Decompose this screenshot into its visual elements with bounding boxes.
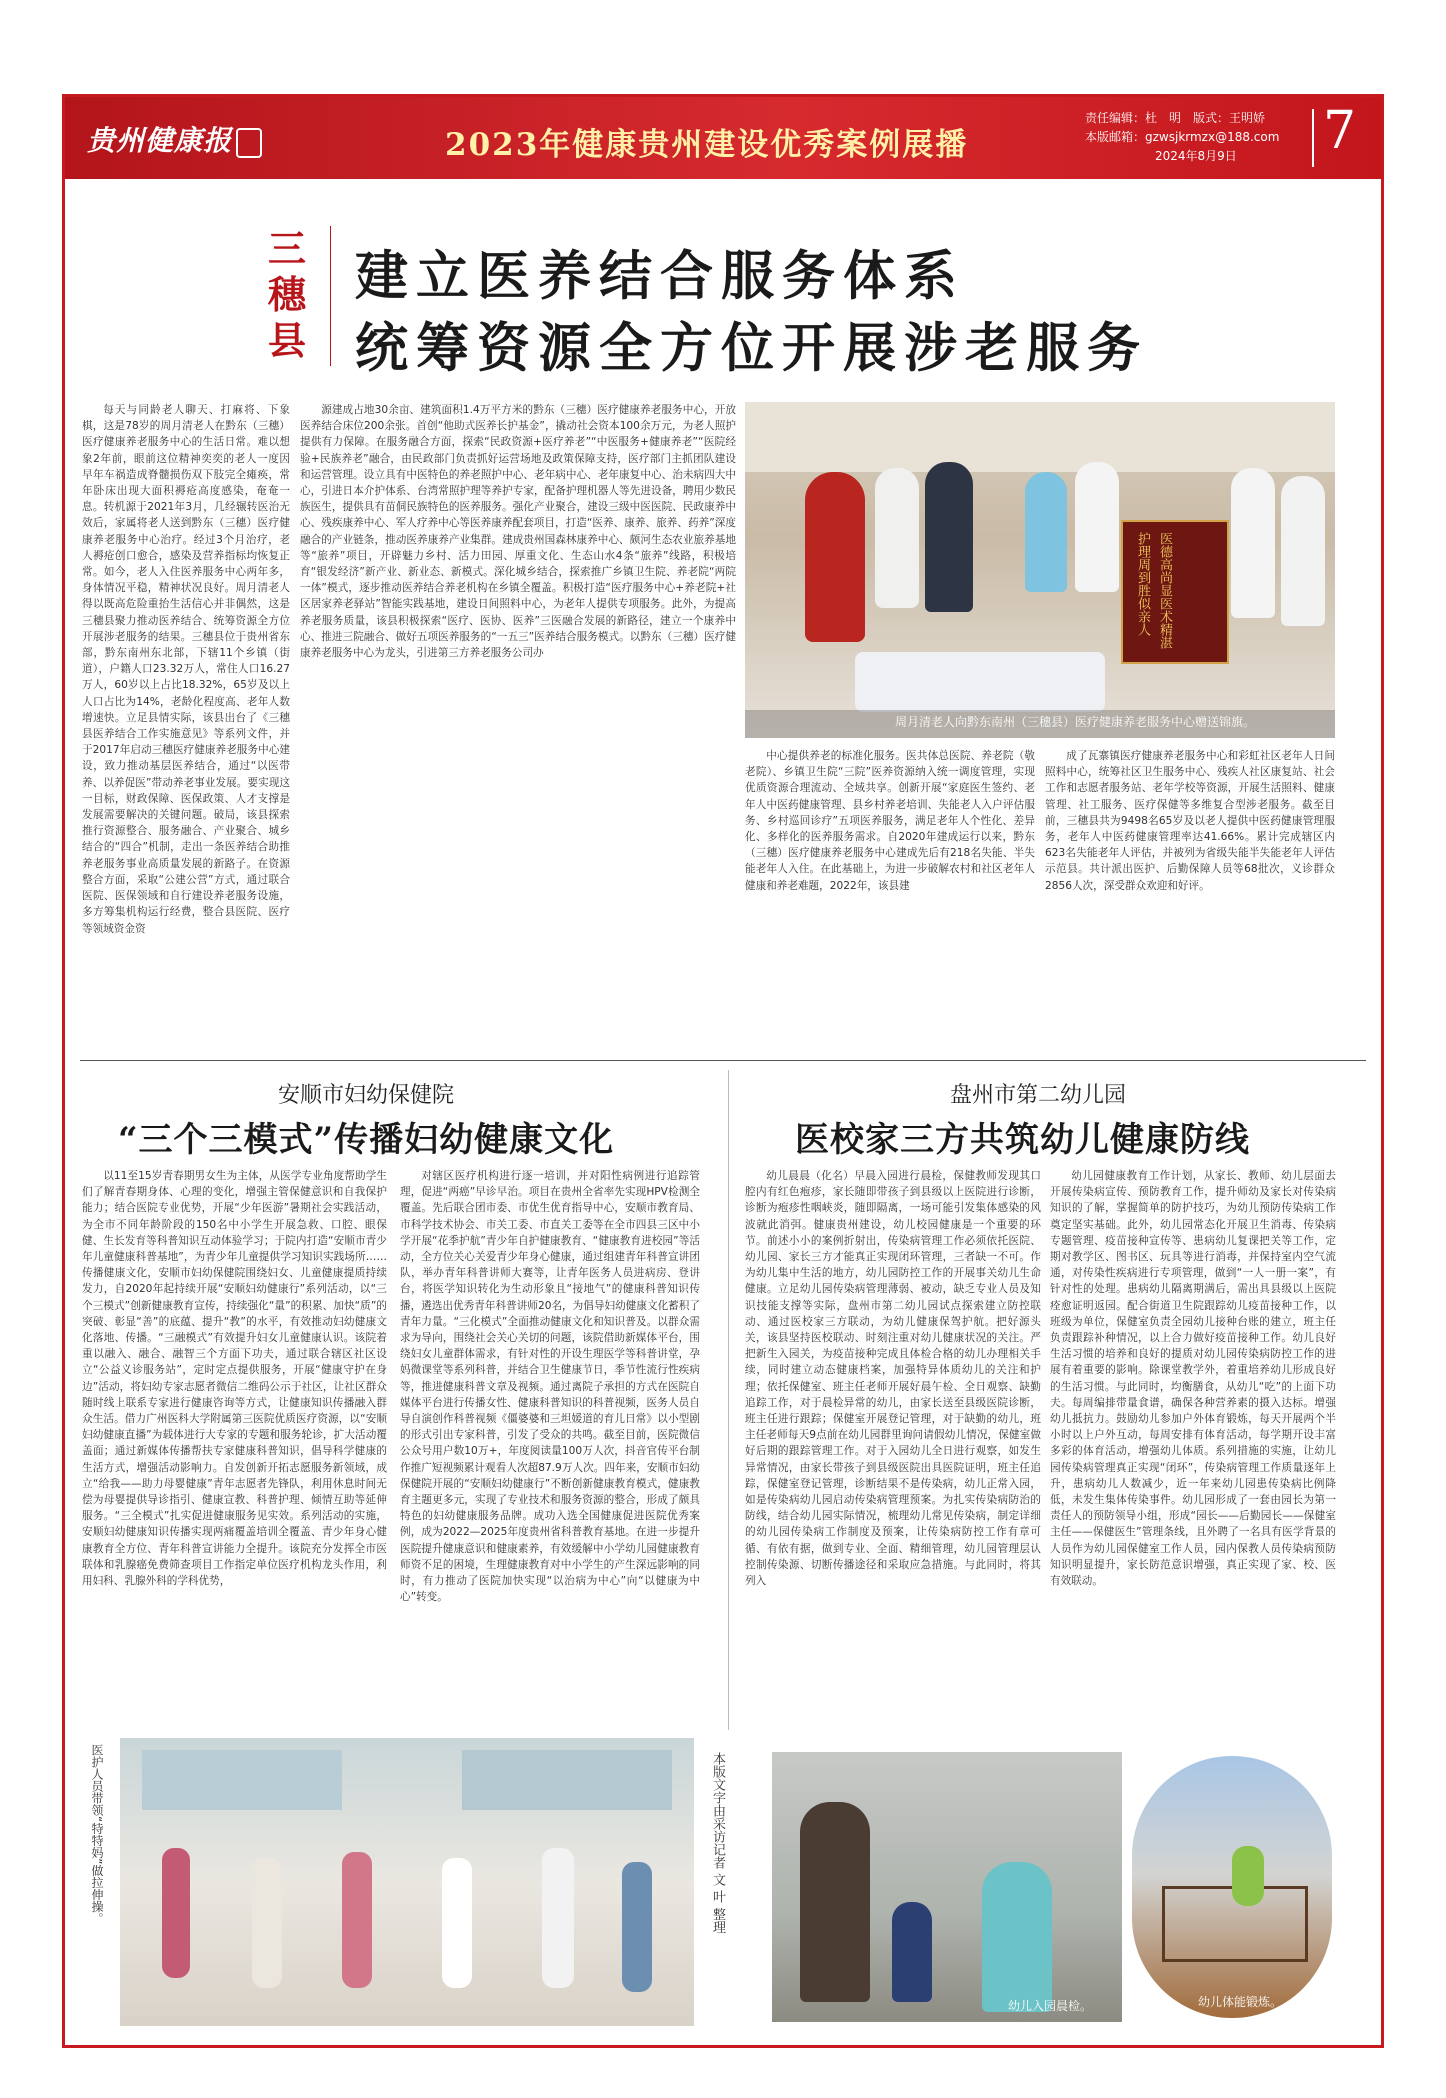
date-line: 2024年8月9日 bbox=[1155, 149, 1237, 163]
person-dark-suit bbox=[925, 462, 973, 612]
person-blue-uniform bbox=[1025, 472, 1067, 592]
right-story-photo-2 bbox=[1132, 1756, 1332, 2018]
top-story-column-3: 中心提供养老的标准化服务。医共体总医院、养老院（敬老院）、乡镇卫生院“三院”医养资源纳入统一调度管理，实现优质资源合理流动、全域共享。创新开展“家庭医生签约、老年人中医药健康管理、县乡村养老培训、失能老人入户评估服务、乡村巡回诊疗”五项医养服务，满足老年人个性化、差异化、多样化的医养服务需求。自2020年建成运行以来，黔东（三穗）医疗健康养老服务中心建成先后有218名失能、半失能老年人入住。在此基础上，为进一步破解农村和社区老年人健康和养老难题，2022年，该县建 bbox=[745, 750, 1035, 892]
left-story-org: 安顺市妇幼保健院 bbox=[278, 1083, 455, 1108]
top-story-column-2-flow bbox=[300, 402, 736, 738]
window-left bbox=[142, 1750, 342, 1810]
right-photo-1-caption: 幼儿入园晨检。 bbox=[1008, 1999, 1093, 2013]
left-story-photo bbox=[82, 1738, 694, 2026]
person-nurse-2 bbox=[1231, 468, 1275, 618]
top-story-column-4: 成了瓦寨镇医疗健康养老服务中心和彩虹社区老年人日间照料中心，统筹社区卫生服务中心、残疾人社区康复站、社会工作和志愿者服务站、老年学校等资源，开展生活照料、健康管理、社工服务、医疗保健等多维复合型涉老服务。截至目前，三穗县共为9498名65岁及以老人提供中医药健康管理服务，老年人中医药健康管理率达41.66%。累计完成辖区内623名失能老年人评估，并被列为省级失能半失能老年人评估示范县。共计派出医护、后勤保障人员等68批次，义诊群众2856人次，深受群众欢迎和好评。 bbox=[1045, 750, 1335, 892]
child-climbing bbox=[1232, 1846, 1264, 1906]
right-story-org: 盘州市第二幼儿园 bbox=[950, 1083, 1127, 1108]
column-divider bbox=[728, 1070, 729, 1730]
child-figure bbox=[892, 1902, 932, 2002]
participant-5 bbox=[542, 1848, 574, 1988]
page-header bbox=[65, 97, 1381, 179]
left-photo-caption: 医护人员带领“特特妈”做拉伸操。 bbox=[90, 1744, 104, 1925]
participant-1 bbox=[162, 1848, 190, 1978]
top-photo-caption: 周月清老人向黔东南州（三穗县）医疗健康养老服务中心赠送锦旗。 bbox=[895, 715, 1256, 729]
section-divider bbox=[80, 1060, 1366, 1061]
left-story-column-1: 以11至15岁青春期男女生为主体，从医学专业角度帮助学生们了解青春期身体、心理的变化，增强主管保健意识和自我保护能力；结合医院专业优势，开展“少年医游”暑期社会实践活动，为全市不同年龄阶段的150名中小学生开展急救、口腔、眼保健、生长发育等科普知识互动体验学习；于院内打造“安顺市青少年儿童健康科普基地”，为青少年儿童提供学习知识实践场所……传播健康文化，安顺市妇幼保健院围绕妇女、儿童健康提质持续发力，自2020年起持续开展“安顺妇幼健康行”系列活动，以“三个三模式”创新健康教育宣传，持续强化“量”的积累、加快“质”的突破、彰显“善”的底蕴、提升“教”的水平，有效推动妇幼健康文化落地、传播。“三融模式”有效提升妇女儿童健康认识。该院着重以融入、融合、融智三个方面下功夫，通过联合辖区社区设立“公益义诊服务站”，定时定点提供服务，开展“健康守护在身边”活动，将妇幼专家志愿者微信二维码公示于社区，让社区群众随时线上联系专家进行健康咨询等方式，让健康知识传播融入群众生活。借力广州医科大学附属第三医院优质医疗资源，以“安顺妇幼健康直播”为载体进行大专家的专题和服务轮诊，扩大活动覆盖面；通过新媒体传播帮扶专家健康科普知识，倡导科学健康的生活方式，增强活动影响力。自发创新开拓志愿服务新领域，成立“给我——助力母婴健康”青年志愿者先锋队，利用休息时间无偿为母婴提供导诊指引、健康宣教、科普护理、倾情互助等延伸服务。“三全模式”扎实促进健康服务见实效。系列活动的实施，安顺妇幼健康知识传播实现两痛覆盖培训全覆盖、青少年身心健康教育全方位、青年科普宣讲能力全提升。该院充分发挥全市医联体和乳腺癌免费筛查项目工作指定单位医疗机构龙头作用，利用妇科、乳腺外科的学科优势， bbox=[82, 1170, 387, 1588]
right-story-photo-2-frame bbox=[1128, 1752, 1336, 2022]
participant-3 bbox=[342, 1852, 372, 1988]
newspaper-logo: 贵州健康报 bbox=[87, 119, 262, 159]
left-story-headline: “三个三模式”传播妇幼健康文化 bbox=[118, 1120, 615, 1160]
credit-line: 本版文字由采访记者 文 叶 整理 bbox=[710, 1752, 725, 1934]
left-story-column-2: 对辖区医疗机构进行逐一培训，并对阳性病例进行追踪管理，促进“两癌”早诊早治。项目在贵州全省率先实现HPV检测全覆盖。先后联合团市委、市优生优育指导中心，安顺市教育局、市科学技术协会、市关工委、市直关工委等在全市四县三区中小学开展“花季护航”青少年自护健康教育、“健康教育进校园”等活动，全方位关心关爱青少年身心健康，通过组建青年科普宣讲团队，举办青年科普讲师大赛等，让青年医务人员进病房、登讲台，将医学知识转化为生动形象且“接地气”的健康科普知识传播，遴选出优秀青年科普讲师20名，为倡导妇幼健康文化蓄积了青年力量。“三化模式”全面推动健康文化和知识普及。以群众需求为导向，围绕社会关心关切的问题，该院借助新媒体平台，围绕妇女儿童群体需求，有针对性的开设生理医学等科普讲堂，孕妈微课堂等系列科普，并结合卫生健康节日，季节性流行性疾病等，推进健康科普文章及视频。通过离院子承担的方式在医院自媒体平台进行传播女性、健康科普知识的科普视频，医务人员自导自演创作科普视频《僵婆婆和三坦媛道的育儿日常》以小型剧的形式引出专家科普，引发了受众的共鸣。截至目前，医院微信公众号用户数10万+，年度阅读量100万人次，抖音官传平台制作推广短视频累计观看人次超87.9万人次。四年来，安顺市妇幼保健院开展的“安顺妇幼健康行”不断创新健康教育模式，健康教育主题更多元，实现了专业技术和服务资源的整合，形成了颇具特色的妇幼健康服务品牌。成功入选全国健康促进医院优秀案例，成为2022—2025年度贵州省科普教育基地。在进一步提升医院提升健康意识和健康素养，有效缓解中小学幼儿园健康教育师资不足的困境，生理健康教育对中小学生的产生深远影响的同时，有力推动了医院加快实现“以治病为中心”向“以健康为中心”转变。 bbox=[400, 1170, 700, 1604]
parent-figure bbox=[800, 1802, 870, 2002]
right-story-column-1: 幼儿晨晨（化名）早晨入园进行晨检，保健教师发现其口腔内有红色疱疹，家长随即带孩子到县级以上医院进行诊断，诊断为疱疹性咽峡炎，随即隔离，一场可能引发集体感染的风波就此消弭。健康贵州建设，幼儿校园健康是一个重要的环节。前述小小的案例折射出，传染病管理工作必须依托医院、幼儿园、家长三方才能真正实现闭环管理，三者缺一不可。作为幼儿集中生活的地方，幼儿园防控工作的开展事关幼儿生命健康。立足幼儿园传染病管理薄弱、被动，缺乏专业人员及知识技能支撑等实际，盘州市第二幼儿园试点探索建立防控联动、通过医校家三方联动，为幼儿健康保驾护航。把好源头关，该县坚持医校联动、时刻注重对幼儿健康状况的关注。严把新生入园关，为疫苗接种完成且体检合格的幼儿办理相关手续，同时建立动态健康档案，加强特异体质幼儿的关注和护理；依托保健室、班主任老师开展好晨午检、全日观察、缺勤追踪工作，对于晨检异常的幼儿，由家长送至县级医院诊断，班主任进行跟踪；保健室开展登记管理，对于缺勤的幼儿，班主任老师每天9点前在幼儿园群里询问请假幼儿情况，保健室做好后期的跟踪管理工作。对于入园幼儿全日进行观察，如发生异常情况，由家长带孩子到县级医院出具医院证明，班主任追踪，保健室登记管理，诊断结果不是传染病，幼儿正常入园，如是传染病幼儿园启动传染病管理预案。为扎实传染病防治的防线，结合幼儿园实际情况，梳理幼儿常见传染病，制定详细的幼儿园传染病工作制度及预案，让传染病防控工作有章可循、有依有据，做到专业、全面、精细管理，幼儿园管理层认控制传染源、切断传播途径和采取应急措施。与此同时，将其列入 bbox=[745, 1170, 1041, 1588]
seal-icon bbox=[236, 128, 262, 158]
participant-2 bbox=[252, 1858, 282, 1988]
top-story-column-1: 每天与同龄老人聊天、打麻将、下象棋，这是78岁的周月清老人在黔东（三穗）医疗健康养老服务中心的生活日常。难以想象2年前，眼前这位精神奕奕的老人一度因早年车祸造成脊髓损伤双下肢完全瘫痪，常年卧床出现大面积褥疮高度感染，奄奄一息。转机源于2021年3月，几经辗转医治无效后，家属将老人送到黔东（三穗）医疗健康养老服务中心治疗。经过3个月治疗，老人褥疮创口愈合，感染及营养指标均恢复正常。如今，老人入住医养服务中心两年多，身体情况平稳，精神状况良好。周月清老人得以既高危险重抬生活信心并非偶然，这是三穗县聚力推动医养结合、统筹资源全方位开展涉老服务的结果。三穗县位于贵州省东部，黔东南州东北部，下辖11个乡镇（街道），户籍人口23.32万人，常住人口16.27万人，60岁以上占比18.32%，65岁及以上人口占比为14%，老龄化程度高、老年人数增速快。立足县情实际，该县出台了《三穗县医养结合工作实施意见》等系列文件，并于2017年启动三穗医疗健康养老服务中心建设，致力推动基层医养结合，通过“以医带养、以养促医”带动养老事业发展。要实现这一目标，财政保障、医保政策、人才支撑是发展需要解决的关键问题。破局，该县探索推行资源整合、服务融合、产业聚合、城乡结合的“四合”机制，走出一条医养结合助推养老服务事业高质量发展的新路子。在资源整合方面，采取“公建公营”方式，通过联合医院、医保领域和自行建设养老服务设施，多方筹集机构运行经费，整合县医院、医疗等领域资金资 bbox=[82, 404, 290, 935]
headline-divider bbox=[330, 226, 331, 366]
editor-info bbox=[1085, 109, 1279, 166]
email-line: 本版邮箱：gzwsjkrmzx@188.com bbox=[1085, 130, 1280, 144]
right-photo-2-caption: 幼儿体能锻炼。 bbox=[1198, 1995, 1283, 2009]
county-label: 三穗县 bbox=[267, 226, 306, 363]
health-worker-figure bbox=[982, 1862, 1052, 2012]
window-right bbox=[462, 1750, 672, 1810]
person-nurse-3 bbox=[1281, 476, 1325, 626]
right-story-column-2: 幼儿园健康教育工作计划，从家长、教师、幼儿层面去开展传染病宣传、预防教育工作，提升师幼及家长对传染病知识的了解，掌握简单的防护技巧，为幼儿预防传染病工作奠定坚实基础。此外，幼儿园常态化开展卫生消毒、传染病专题管理、疫苗接种宣传等、患病幼儿复课把关等工作，定期对教学区、图书区、玩具等进行消毒，并保持室内空气流通，对传染性疾病进行专项管理，做到“一人一册一案”，有针对性的处理。患病幼儿隔离期满后，需出具县级以上医院痊愈证明返园。配合街道卫生院跟踪幼儿疫苗接种工作，以班级为单位，保健室负责全园幼儿接种台账的建立，班主任负责跟踪补种情况，以上合力做好疫苗接种工作。幼儿良好生活习惯的培养和良好的提质对幼儿园传染病防控工作的进展有着重要的影响。除课堂教学外，着重培养幼儿形成良好的生活习惯。与此同时，均衡膳食，从幼儿“吃”的上面下功夫。每周编排带量食谱，确保各种营养素的摄入达标。增强幼儿抵抗力。鼓励幼儿参加户外体育锻炼，每天开展两个半小时以上户外互动，每周安排有体育活动，每学期开设丰富多彩的体育活动，增强幼儿体质。系列措施的实施，让幼儿园传染病管理真正实现“闭环”，传染病管理工作质量逐年上升，患病幼儿人数减少，近一年来幼儿园患传染病比例降低，未发生集体传染事件。幼儿园形成了一套由园长为第一责任人的预防领导小组，形成“园长——后勤园长——保健室主任——保健医生”管理条线，且外聘了一名具有医学背景的人员作为幼儿园保健室工作人员，园内保教人员传染病预防知识明显提升，家长防范意识增强，真正实现了家、校、医有效联动。 bbox=[1050, 1170, 1336, 1588]
right-story-headline: 医校家三方共筑幼儿健康防线 bbox=[795, 1120, 1250, 1160]
commemorative-banner bbox=[1121, 520, 1229, 664]
top-headline-1: 建立医养结合服务体系 bbox=[355, 245, 965, 307]
editor-line: 责任编辑：杜 明 版式：王明娇 bbox=[1085, 111, 1266, 125]
person-white-coat bbox=[875, 468, 919, 608]
participant-6 bbox=[622, 1862, 652, 1992]
person-red-vest bbox=[805, 472, 865, 642]
photo-wall bbox=[745, 402, 1335, 472]
participant-4 bbox=[442, 1858, 472, 1988]
top-headline-2: 统筹资源全方位开展涉老服务 bbox=[355, 317, 1148, 379]
right-story-photo-1 bbox=[772, 1752, 1122, 2022]
hospital-bed bbox=[855, 652, 1105, 712]
page-banner: 2023年健康贵州建设优秀案例展播 bbox=[445, 127, 969, 163]
top-story-column-2-text: 源建成占地30余亩、建筑面积1.4万平方米的黔东（三穗）医疗健康养老服务中心，开放医养结合床位200余张。首创“他助式医养长护基金”，撬动社会资本100余万元，为老人照护提供有力保障。在服务融合方面，探索“民政资源+医疗养老”“中医服务+健康养老”“医院经验+民族养老”融合，由民政部门负责抓好运营场地及政策保障支持，医疗部门主抓团队建设和运营管理。设立具有中医特色的养老照护中心、老年病中心、老年康复中心、治未病四大中心，引进日本介护体系、台湾常照护理等养护专家，配备护理机器人等先进设备，聘用少数民族医生，提供具有苗侗民族特色的医养服务。强化产业聚合，建设三级中医医院、民政康养中心、残疾康养中心、军人疗养中心等医养康养配套项目，打造“医养、康养、旅养、药养”深度融合的产业链条，推动医养康养产业集群。建成贵州国森林康养中心、颇河生态农业旅养基地等“旅养”项目，开辟魅力乡村、活力田园、厚重文化、生态山水4条“旅养”线路，积极培育“银发经济”新产业、新业态、新模式。深化城乡结合，探索推广乡镇卫生院、养老院“两院一体”模式，逐步推动医养结合养老机构在乡镇全覆盖。积极打造“医疗服务中心+养老院+社区居家养老驿站”智能实践基地，建设日间照料中心，为老年人提供专项服务。此外，为提高养老服务质量，该县积极探索“医疗、医协、医养”三医融合发展的新路径，建立一个康养中心、推进三院融合、做好五项医养服务的“一五三”医养结合服务模式。以黔东（三穗）医疗健康养老服务中心为龙头，引进第三方养老服务公司办 bbox=[300, 404, 736, 660]
top-story-photo bbox=[745, 402, 1335, 738]
page-number: 7 bbox=[1323, 101, 1357, 161]
page-number-divider bbox=[1312, 109, 1314, 167]
person-nurse-1 bbox=[1075, 462, 1119, 592]
banner-text: 医德高尚显医术精湛 护理周到胜似亲人 bbox=[1135, 532, 1172, 649]
